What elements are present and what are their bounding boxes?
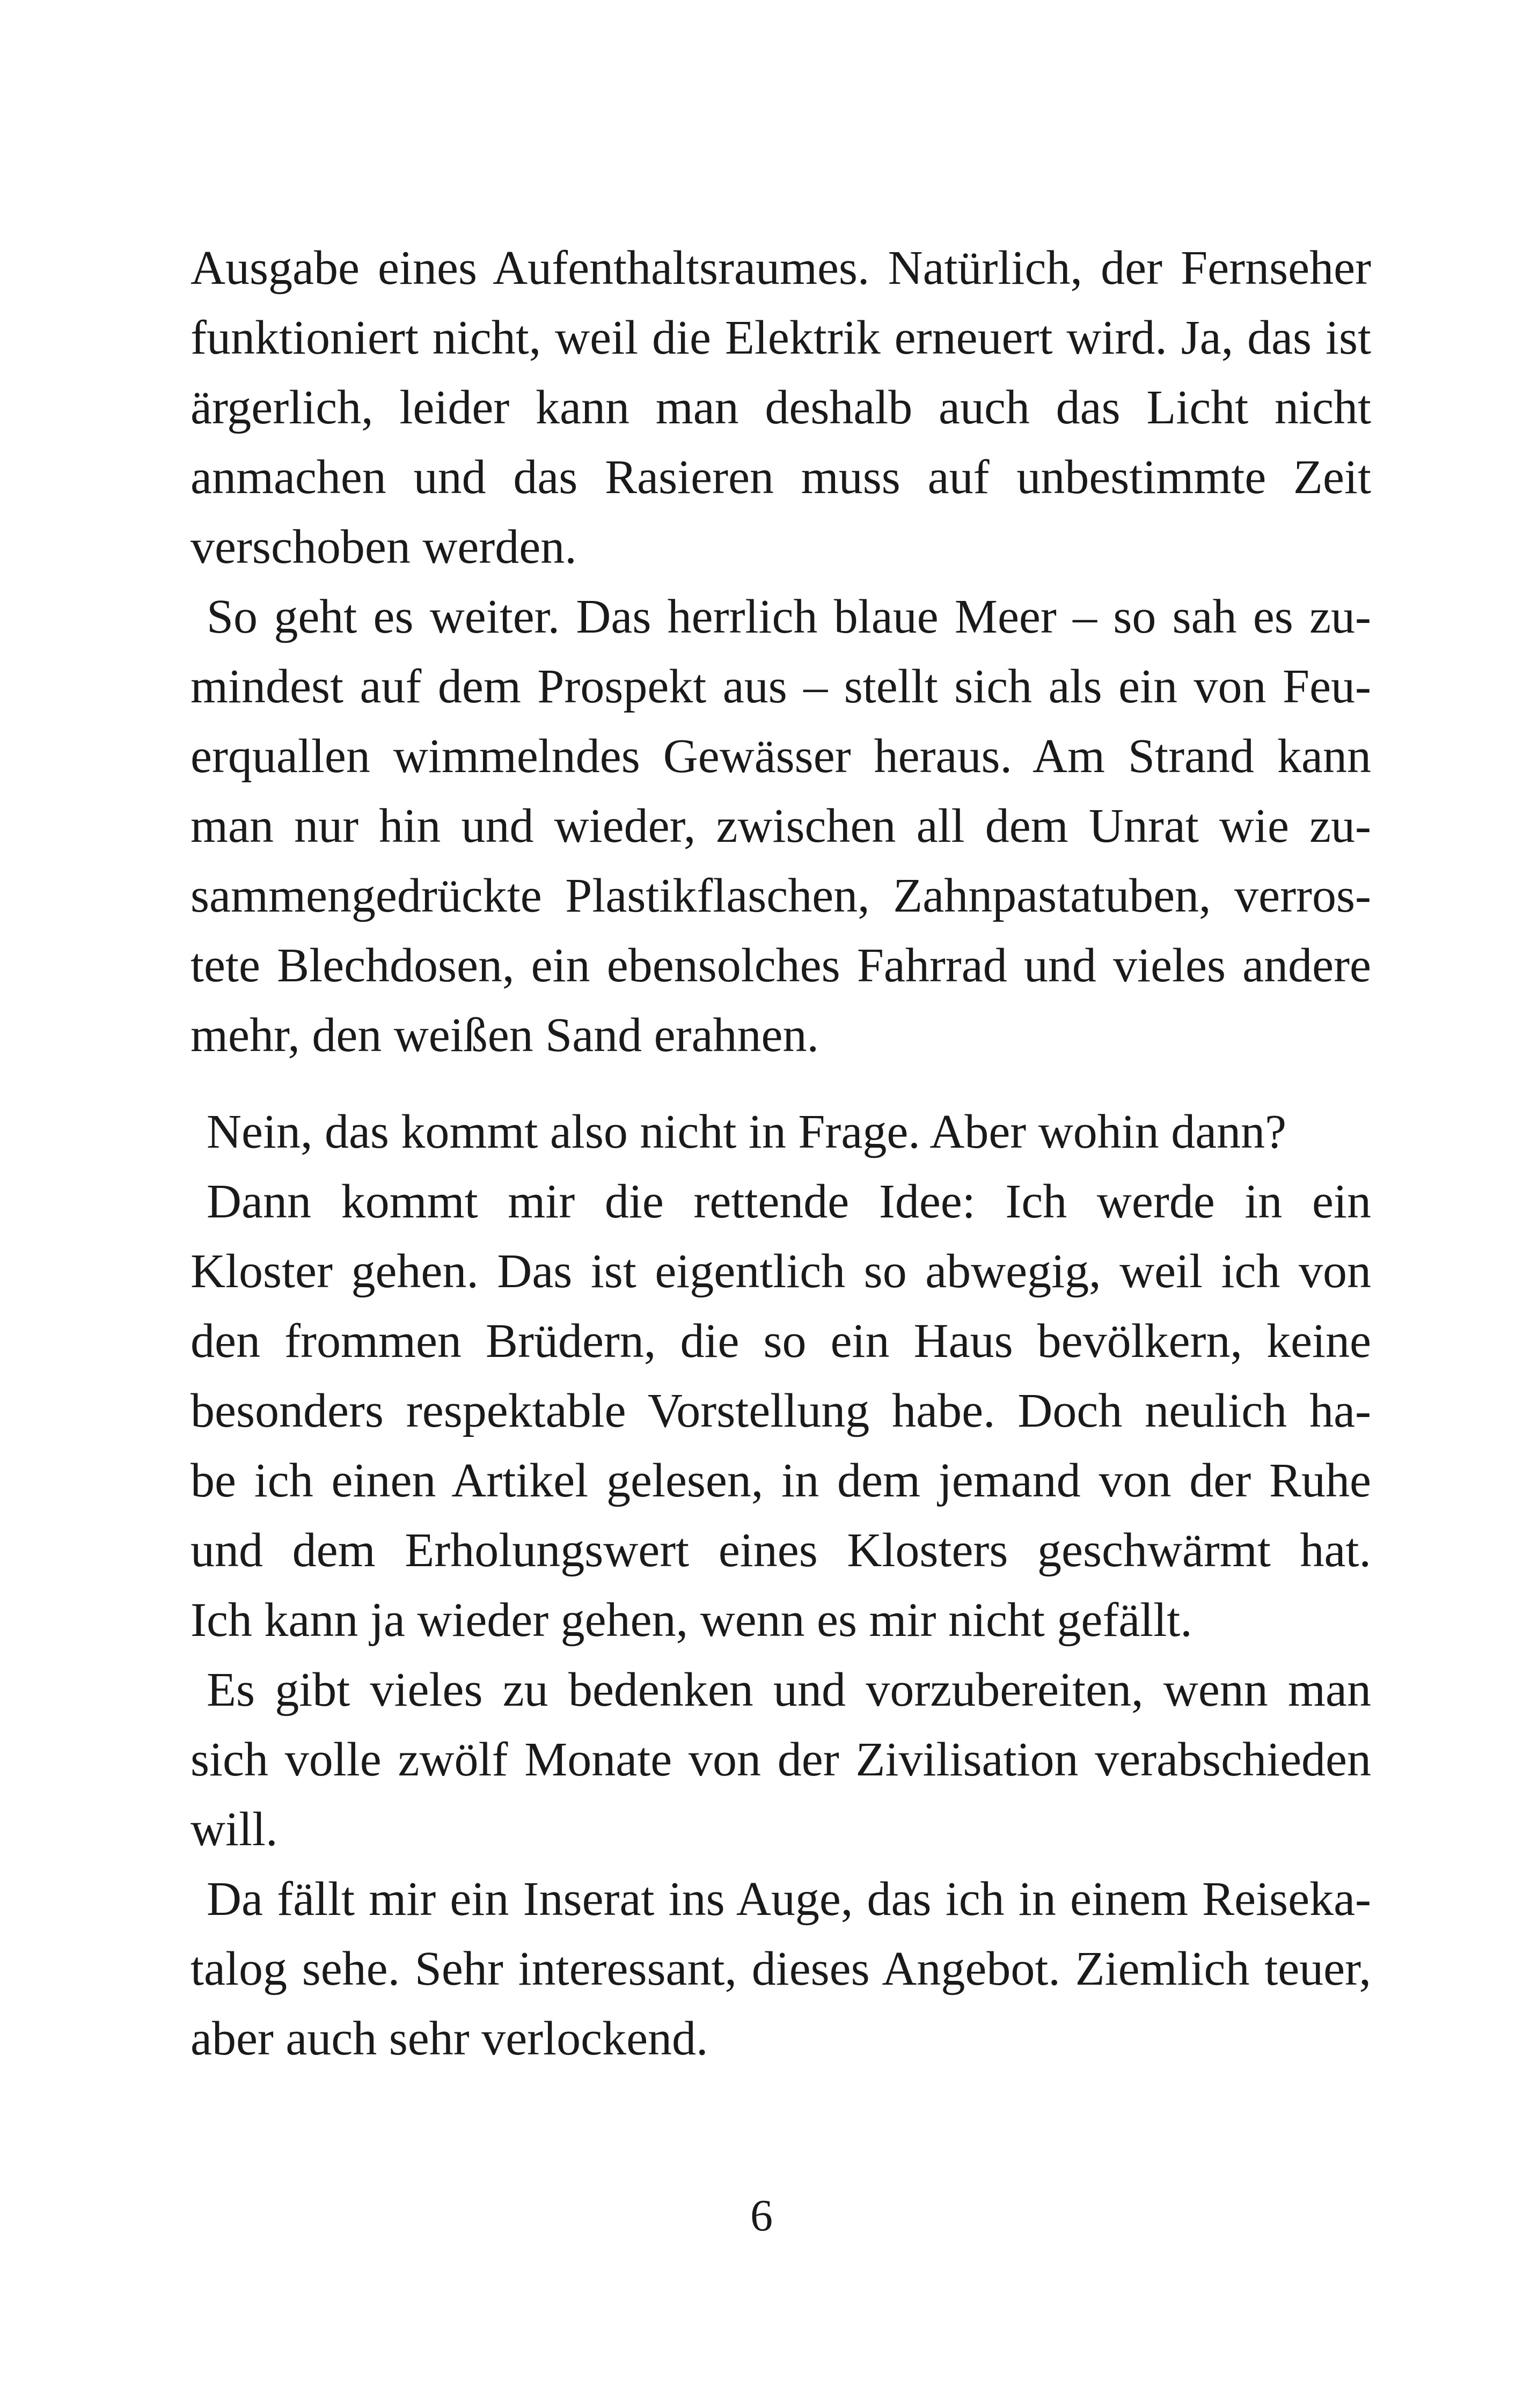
text-line: will. [191, 1803, 278, 1856]
text-line: Ich kann ja wieder gehen, wenn es mir nicht gefällt. [191, 1594, 1192, 1647]
text-line: verschoben werden. [191, 520, 577, 574]
text-line: anmachen und das Rasieren muss auf unbestimmte Zeit [191, 451, 1371, 504]
text-line: mehr, den weißen Sand erahnen. [191, 1009, 819, 1062]
text-section-2 [191, 1097, 1371, 2074]
text-line: Da fällt mir ein Inserat ins Auge, das ich in einem Reiseka- [207, 1873, 1371, 1926]
text-line: Dann kommt mir die rettende Idee: Ich werde in ein [207, 1175, 1371, 1228]
page-number: 6 [750, 2191, 773, 2241]
text-line: Ausgabe eines Aufenthaltsraumes. Natürlich, der Fernseher [191, 241, 1371, 295]
text-line: aber auch sehr verlockend. [191, 2012, 708, 2065]
text-line: So geht es weiter. Das herrlich blaue Meer – so sah es zu- [207, 590, 1371, 643]
text-line: talog sehe. Sehr interessant, dieses Angebot. Ziemlich teuer, [191, 1942, 1371, 1995]
text-line: sammengedrückte Plastikflaschen, Zahnpastatuben, verros- [191, 869, 1371, 922]
text-line: erquallen wimmelndes Gewässer heraus. Am Strand kann [191, 730, 1371, 783]
text-line: be ich einen Artikel gelesen, in dem jemand von der Ruhe [191, 1454, 1371, 1507]
text-line: Es gibt vieles zu bedenken und vorzubereiten, wenn man [207, 1663, 1371, 1716]
text-line: und dem Erholungswert eines Klosters geschwärmt hat. [191, 1524, 1371, 1577]
text-line: besonders respektable Vorstellung habe. Doch neulich ha- [191, 1384, 1371, 1437]
text-section-1 [191, 233, 1371, 1070]
text-line: sich volle zwölf Monate von der Zivilisation verabschieden [191, 1733, 1371, 1786]
text-line: den frommen Brüdern, die so ein Haus bevölkern, keine [191, 1315, 1371, 1368]
text-line: funktioniert nicht, weil die Elektrik erneuert wird. Ja, das ist [191, 311, 1371, 364]
text-line: Kloster gehen. Das ist eigentlich so abwegig, weil ich von [191, 1245, 1371, 1298]
text-line: ärgerlich, leider kann man deshalb auch das Licht nicht [191, 381, 1371, 434]
text-line: Nein, das kommt also nicht in Frage. Aber wohin dann? [207, 1105, 1287, 1158]
text-line: mindest auf dem Prospekt aus – stellt sich als ein von Feu- [191, 660, 1371, 713]
text-line: tete Blechdosen, ein ebensolches Fahrrad und vieles andere [191, 939, 1371, 992]
text-line: man nur hin und wieder, zwischen all dem Unrat wie zu- [191, 799, 1371, 853]
